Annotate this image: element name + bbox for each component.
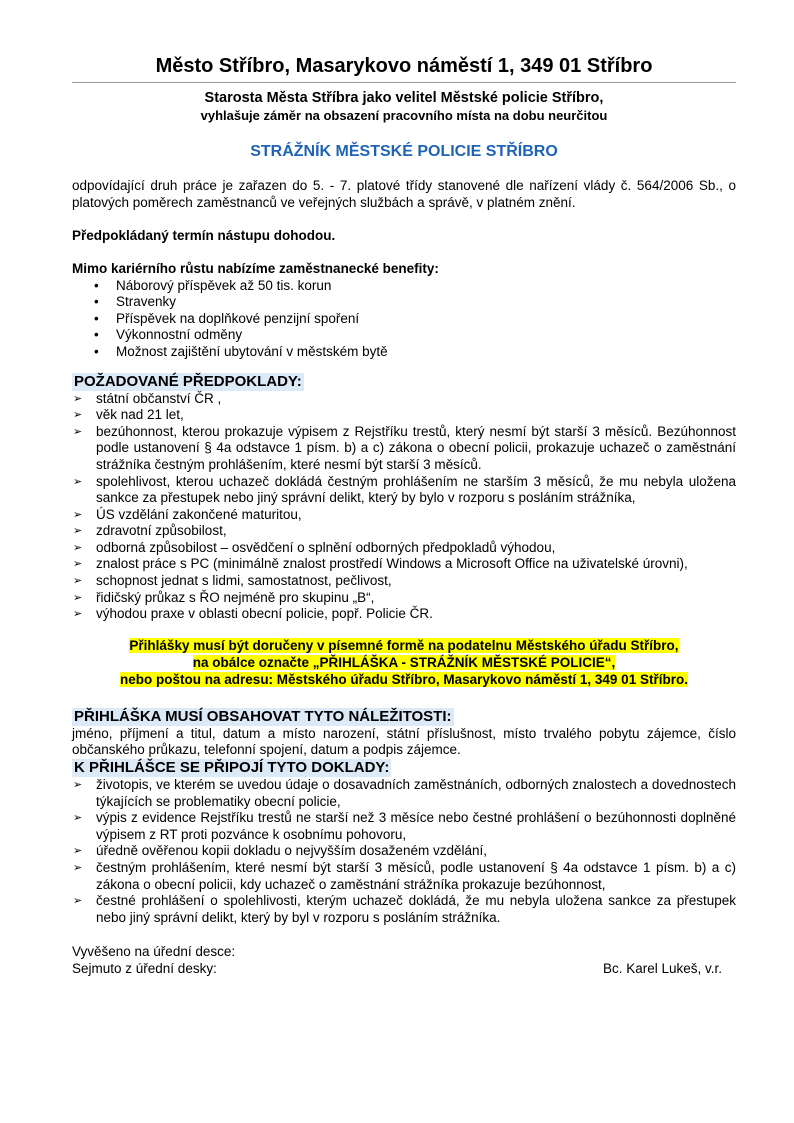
bullet-icon: • (94, 343, 99, 359)
list-item: ➢ zdravotní způsobilost, (73, 523, 227, 539)
arrow-bullet-icon: ➢ (73, 425, 83, 438)
list-item: ➢ ÚS vzdělání zakončené maturitou, (73, 506, 302, 522)
list-item: ➢ úředně ověřenou kopii dokladu o nejvyšším dosaženém vzdělání, (73, 843, 487, 859)
submission-notice (72, 637, 736, 688)
arrow-bullet-icon: ➢ (73, 541, 83, 554)
removed-row (72, 961, 736, 978)
benefits-list (72, 278, 736, 361)
list-item: ➢ životopis, ve kterém se uvedou údaje o dosavadních zaměstnáních, odborných znalostech a dovednostech týkajících se problematiky obecní policie, (73, 777, 736, 809)
notice-line: Přihlášky musí být doručeny v písemné formě na podatelnu Městského úřadu Stříbro, (129, 637, 679, 653)
arrow-bullet-icon: ➢ (73, 575, 83, 588)
list-item: ➢ věk nad 21 let, (73, 407, 184, 423)
arrow-bullet-icon: ➢ (73, 525, 83, 538)
arrow-bullet-icon: ➢ (73, 862, 83, 874)
list-item: • Náborový příspěvek až 50 tis. korun (94, 277, 332, 293)
position-title: STRÁŽNÍK MĚSTSKÉ POLICIE STŘÍBRO (250, 143, 558, 160)
list-item: • Výkonnostní odměny (94, 327, 243, 343)
removed-label: Sejmuto z úřední desky: (72, 960, 217, 976)
list-item: ➢ státní občanství ČR , (73, 390, 222, 406)
list-item: ➢ čestným prohlášením, které nesmí být starší 3 měsíců, podle ustanovení § 4a odstavce 1 písm. b) a c) zákona o obecní policii, kdy uchazeč o zaměstnání strážníka prokazuje bezúhonnost, (73, 860, 736, 892)
arrow-bullet-icon: ➢ (73, 608, 83, 621)
arrow-bullet-icon: ➢ (73, 475, 83, 488)
posted-label: Vyvěšeno na úřední desce: (72, 944, 236, 960)
document-page (72, 52, 736, 978)
requirements-list (72, 391, 736, 623)
document-subtitle-2: vyhlašuje záměr na obsazení pracovního místa na dobu neurčitou (200, 108, 608, 123)
list-item: ➢ odborná způsobilost – osvědčení o splnění odborných předpokladů výhodou, (73, 539, 556, 555)
list-item: ➢ řidičský průkaz s ŘO nejméně pro skupinu „B“, (73, 589, 375, 605)
arrow-bullet-icon: ➢ (73, 508, 83, 521)
requirements-heading: POŽADOVANÉ PŘEDPOKLADY: (74, 372, 302, 390)
list-item: ➢ výhodou praxe v oblasti obecní policie, popř. Policie ČR. (73, 606, 433, 622)
notice-line: na obálce označte „PŘIHLÁŠKA - STRÁŽNÍK MĚSTSKÉ POLICIE“, (192, 654, 616, 670)
arrow-bullet-icon: ➢ (73, 409, 83, 422)
application-text: jméno, příjmení a titul, datum a místo narození, státní příslušnost, místo trvalého pobytu zájemce, číslo občanského průkazu, telefonní spojení, datum a podpis zájemce. (72, 725, 736, 758)
documents-heading: K PŘIHLÁŠCE SE PŘIPOJÍ TYTO DOKLADY: (74, 759, 390, 777)
arrow-bullet-icon: ➢ (73, 845, 83, 858)
list-item: ➢ čestné prohlášení o spolehlivosti, kterým uchazeč dokládá, že mu nebyla uložena sankce za přestupek nebo jiný správní delikt, který by byl v rozporu s posláním strážníka. (73, 893, 736, 925)
document-subtitle: Starosta Města Stříbra jako velitel Městské policie Stříbro, (204, 90, 604, 106)
title-divider (72, 82, 736, 83)
document-title: Město Stříbro, Masarykovo náměstí 1, 349 01 Stříbro (155, 55, 653, 77)
arrow-bullet-icon: ➢ (73, 779, 83, 792)
arrow-bullet-icon: ➢ (73, 558, 83, 571)
list-item: ➢ spolehlivost, kterou uchazeč dokládá čestným prohlášením ne starším 3 měsíců, že mu nebyla uložena sankce za přestupek nebo jiný správní delikt, který by bylo v rozporu s posláním strážníka, (73, 473, 736, 506)
list-item: • Stravenky (94, 294, 177, 310)
bullet-icon: • (94, 294, 99, 310)
posted-row (72, 944, 736, 961)
start-date-paragraph: Předpokládaný termín nástupu dohodou. (72, 227, 336, 243)
bullet-icon: • (94, 310, 99, 326)
list-item: ➢ výpis z evidence Rejstříku trestů ne starší než 3 měsíce nebo čestné prohlášení o bezúhonnosti doplněné výpisem z RT proti pozvánce k osobnímu pohovoru, (73, 810, 736, 842)
benefits-heading: Mimo kariérního růstu nabízíme zaměstnanecké benefity: (72, 260, 439, 276)
arrow-bullet-icon: ➢ (73, 895, 83, 908)
application-heading: PŘIHLÁŠKA MUSÍ OBSAHOVAT TYTO NÁLEŽITOSTI: (74, 707, 452, 725)
list-item: • Možnost zajištění ubytování v městském bytě (94, 343, 388, 359)
list-item: ➢ schopnost jednat s lidmi, samostatnost, pečlivost, (73, 573, 392, 589)
arrow-bullet-icon: ➢ (73, 392, 83, 405)
notice-line: nebo poštou na adresu: Městského úřadu Stříbro, Masarykovo náměstí 1, 349 01 Stříbro. (120, 671, 688, 687)
list-item: ➢ znalost práce s PC (minimálně znalost prostředí Windows a Microsoft Office na uživatelské úrovni), (73, 556, 688, 572)
arrow-bullet-icon: ➢ (73, 812, 83, 825)
arrow-bullet-icon: ➢ (73, 591, 83, 604)
documents-list (72, 777, 736, 926)
bullet-icon: • (94, 277, 99, 293)
list-item: ➢ bezúhonnost, kterou prokazuje výpisem z Rejstříku trestů, který nesmí být starší 3 měsíců. Bezúhonnost podle ustanovení § 4a odstavce 1 písm. b) a c) zákona o obecní policii, prokazuje uchazeč o zaměstnání strážníka čestným prohlášením, které nesmí být starší 3 měsíců. (73, 423, 736, 472)
intro-paragraph: odpovídající druh práce je zařazen do 5. - 7. platové třídy stanovené dle nařízení vlády č. 564/2006 Sb., o platových poměrech zaměstnanců ve veřejných službách a správě, v platném znění. (72, 178, 736, 210)
list-item: • Příspěvek na doplňkové penzijní spoření (94, 310, 360, 326)
bullet-icon: • (94, 327, 99, 343)
signature-name: Bc. Karel Lukeš, v.r. (602, 960, 722, 976)
